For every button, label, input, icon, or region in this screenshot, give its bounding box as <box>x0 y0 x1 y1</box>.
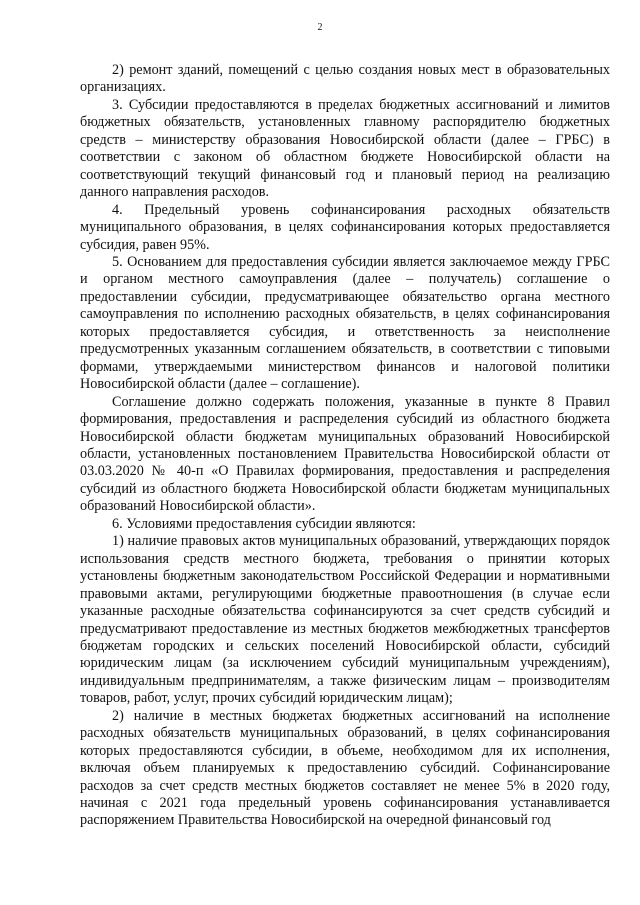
paragraph-item-2-renovation: 2) ремонт зданий, помещений с целью создания новых мест в образовательных организациях. <box>80 62 610 96</box>
paragraph-3-subsidy-limits: 3. Субсидии предоставляются в пределах бюджетных ассигнований и лимитов бюджетных обязательств, установленных главному распорядителю бюджетных средств – министерству образования Новосибирской области (далее – ГРБС) в соответствии с законом об областном бюджете Новосибирской области на соответствующий текущий финансовый год и плановый период на реализацию данного направления расходов. <box>80 96 610 201</box>
paragraph-agreement-contents: Соглашение должно содержать положения, указанные в пункте 8 Правил формирования, предоставления и распределения субсидий из областного бюджета Новосибирской области бюджетам муниципальных образований Новосибирской области, установленных постановлением Правительства Новосибирской области от 03.03.2020 № 40-п «О Правилах формирования, предоставления и распределения субсидий из областного бюджета Новосибирской области бюджетам муниципальных образований Новосибирской области». <box>80 393 610 515</box>
paragraph-condition-2: 2) наличие в местных бюджетах бюджетных ассигнований на исполнение расходных обязательств муниципальных образований, в целях софинансирования которых предоставляются субсидии, в объеме, необходимом для их исполнения, включая объем планируемых к предоставлению субсидий. Софинансирование расходов за счет средств местных бюджетов составляет не менее 5% в 2020 году, начиная с 2021 года предельный уровень софинансирования устанавливается распоряжением Правительства Новосибирской на очередной финансовый год <box>80 707 610 829</box>
page-number: 2 <box>317 22 323 33</box>
paragraph-condition-1: 1) наличие правовых актов муниципальных образований, утверждающих порядок использования средств местного бюджета, требования о принятии которых установлены бюджетным законодательством Российской Федерации и нормативными правовыми актами, регулирующими бюджетные правоотношения (в случае если указанные расходные обязательства софинансируются за счет средств субсидий и предусматривают предоставление из местных бюджетов межбюджетных трансфертов бюджетам городских и сельских поселений Новосибирской области, субсидий юридическим лицам (за исключением субсидий муниципальным учреждениям), индивидуальным предпринимателям, а также физическим лицам – производителям товаров, работ, услуг, прочих субсидий юридическим лицам); <box>80 533 610 707</box>
paragraph-4-cofinancing-level: 4. Предельный уровень софинансирования расходных обязательств муниципального образования, в целях софинансирования которых предоставляется субсидия, равен 95%. <box>80 201 610 253</box>
paragraph-5-agreement-basis: 5. Основанием для предоставления субсидии является заключаемое между ГРБС и органом местного самоуправления (далее – получатель) соглашение о предоставлении субсидии, предусматривающее обязательство органа местного самоуправления по исполнению расходных обязательств, в целях софинансирования которых предоставляется субсидия, и ответственность за неисполнение предусмотренных указанным соглашением обязательств, в соответствии с типовыми формами, утверждаемыми министерством финансов и налоговой политики Новосибирской области (далее – соглашение). <box>80 253 610 393</box>
paragraph-6-conditions: 6. Условиями предоставления субсидии являются: <box>112 515 416 532</box>
document-body <box>80 62 610 830</box>
